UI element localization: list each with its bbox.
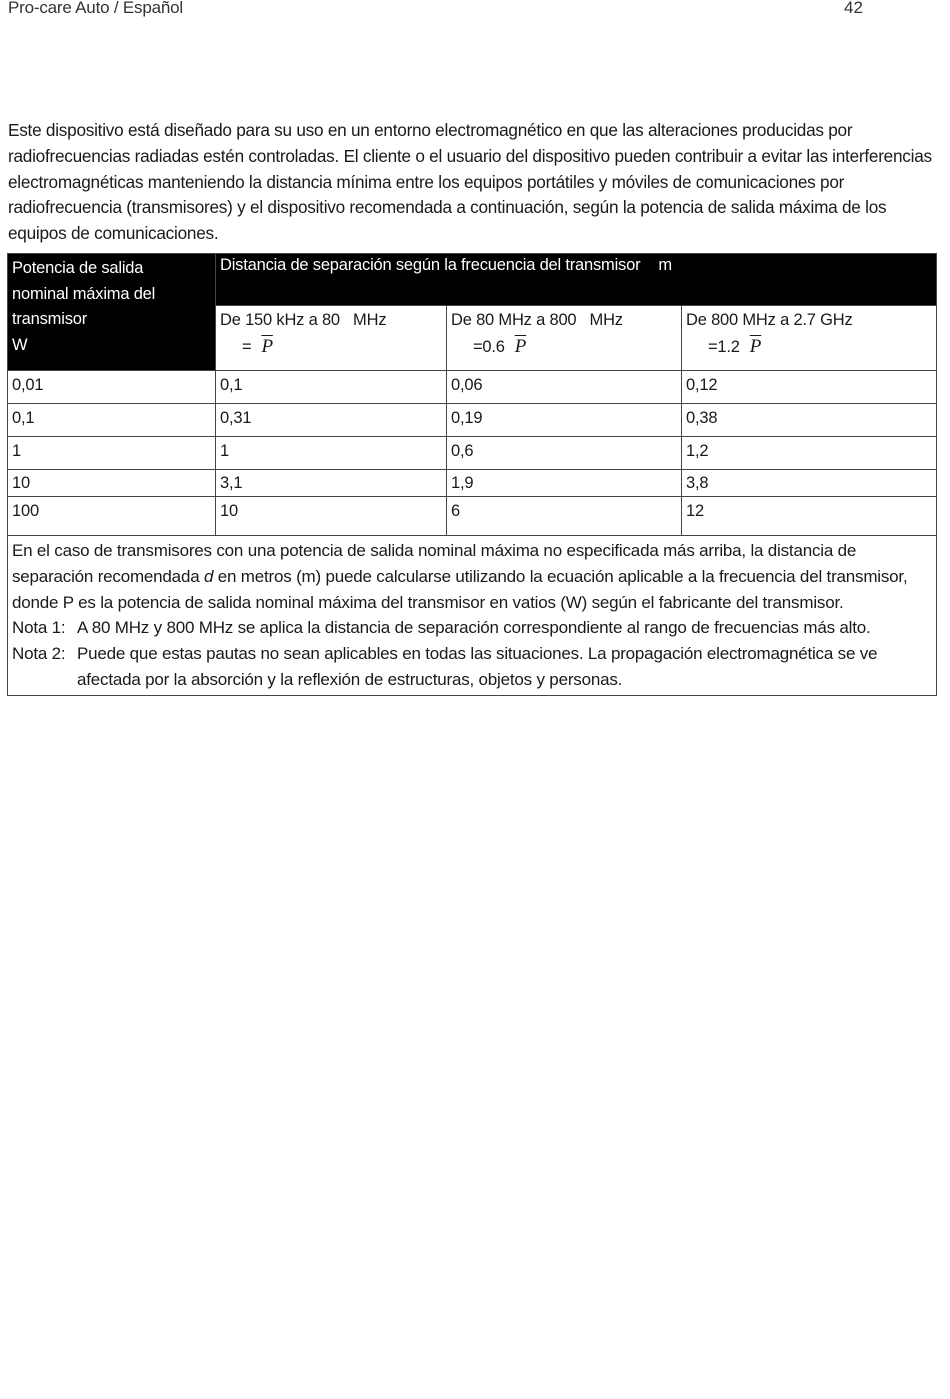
distance-cell-band3: 12 — [682, 497, 937, 536]
power-symbol: $\overline{P}$ — [261, 335, 273, 357]
table-row — [8, 404, 937, 437]
distance-cell-band3: 0,38 — [682, 404, 937, 437]
power-column-header — [8, 254, 216, 371]
table-row — [8, 497, 937, 536]
power-header-line2: nominal máxima del — [12, 284, 156, 303]
distance-cell-band2: 0,6 — [447, 437, 682, 470]
table-header-row — [8, 254, 937, 306]
power-cell: 1 — [8, 437, 216, 470]
band-header-1 — [216, 306, 447, 371]
table-row — [8, 371, 937, 404]
band-header-2 — [447, 306, 682, 371]
distance-cell-band1: 10 — [216, 497, 447, 536]
note-2 — [12, 641, 932, 693]
intro-paragraph: Este dispositivo está diseñado para su uso en un entorno electromagnético en que las alteraciones producidas por radiofrecuencias radiadas estén controladas. El cliente o el usuario del dispositivo pueden contribuir a evitar las interferencias electromagnéticas manteniendo la distancia mínima entre los equipos portátiles y móviles de comunicaciones por radiofrecuencia (transmisores) y el dispositivo recomendada a continuación, según la potencia de salida máxima de los equipos de comunicaciones. — [8, 120, 932, 244]
distance-cell-band1: 0,31 — [216, 404, 447, 437]
footnote-text — [12, 538, 932, 615]
note-text: A 80 MHz y 800 MHz se aplica la distancia de separación correspondiente al rango de frecuencias más alto. — [77, 618, 871, 638]
band-formula-prefix: =1.2 — [708, 337, 740, 356]
band-range: De 800 MHz a 2.7 GHz — [686, 311, 853, 329]
distance-cell-band3: 1,2 — [682, 437, 937, 470]
footnote-cell — [8, 536, 937, 696]
power-header-unit: W — [12, 335, 28, 354]
band-range: De 80 MHz a 800 MHz — [451, 311, 623, 329]
power-cell: 100 — [8, 497, 216, 536]
distance-header — [216, 254, 937, 306]
distance-cell-band1: 3,1 — [216, 470, 447, 497]
note-1 — [12, 615, 932, 641]
notes-row — [8, 536, 937, 696]
distance-cell-band1: 1 — [216, 437, 447, 470]
band-formula-prefix: =0.6 — [473, 337, 505, 356]
band-range: De 150 kHz a 80 MHz — [220, 311, 387, 329]
power-cell: 10 — [8, 470, 216, 497]
distance-cell-band2: 0,19 — [447, 404, 682, 437]
power-header-line3: transmisor — [12, 310, 88, 328]
distance-cell-band2: 0,06 — [447, 371, 682, 404]
distance-cell-band1: 0,1 — [216, 371, 447, 404]
band-formula-prefix: = — [242, 337, 252, 356]
document-title: Pro-care Auto / Español — [8, 0, 183, 17]
distance-cell-band2: 6 — [447, 497, 682, 536]
power-symbol: $\overline{P}$ — [749, 335, 762, 357]
power-cell: 0,1 — [8, 404, 216, 437]
table-row — [8, 470, 937, 497]
note-label: Nota 1: — [12, 618, 66, 638]
separation-distance-table — [7, 253, 937, 696]
table-row — [8, 437, 937, 470]
distance-header-unit: m — [658, 256, 672, 274]
power-symbol: $\overline{P}$ — [514, 335, 527, 357]
power-cell: 0,01 — [8, 371, 216, 404]
distance-cell-band2: 1,9 — [447, 470, 682, 497]
page-number: 42 — [844, 0, 863, 17]
band-header-3 — [682, 306, 937, 371]
distance-header-label: Distancia de separación según la frecuencia del transmisor — [220, 256, 641, 274]
power-header-line1: Potencia de salida — [12, 259, 144, 277]
footnote-part1: En el caso de transmisores con una potencia de salida nominal máxima no especificada más arriba, la distancia de separación recomendada — [12, 541, 857, 586]
footnote-part2: en metros (m) puede calcularse utilizando la ecuación aplicable a la frecuencia del transmisor, donde P es la potencia de salida nominal máxima del transmisor en vatios (W) según el fabricante del transmisor. — [12, 566, 908, 612]
distance-symbol: d — [203, 566, 214, 586]
note-text: Puede que estas pautas no sean aplicables en todas las situaciones. La propagación electromagnética se ve afectada por la absorción y la reflexión de estructuras, objetos y personas. — [77, 644, 878, 689]
distance-cell-band3: 0,12 — [682, 371, 937, 404]
distance-cell-band3: 3,8 — [682, 470, 937, 497]
note-label: Nota 2: — [12, 644, 66, 664]
